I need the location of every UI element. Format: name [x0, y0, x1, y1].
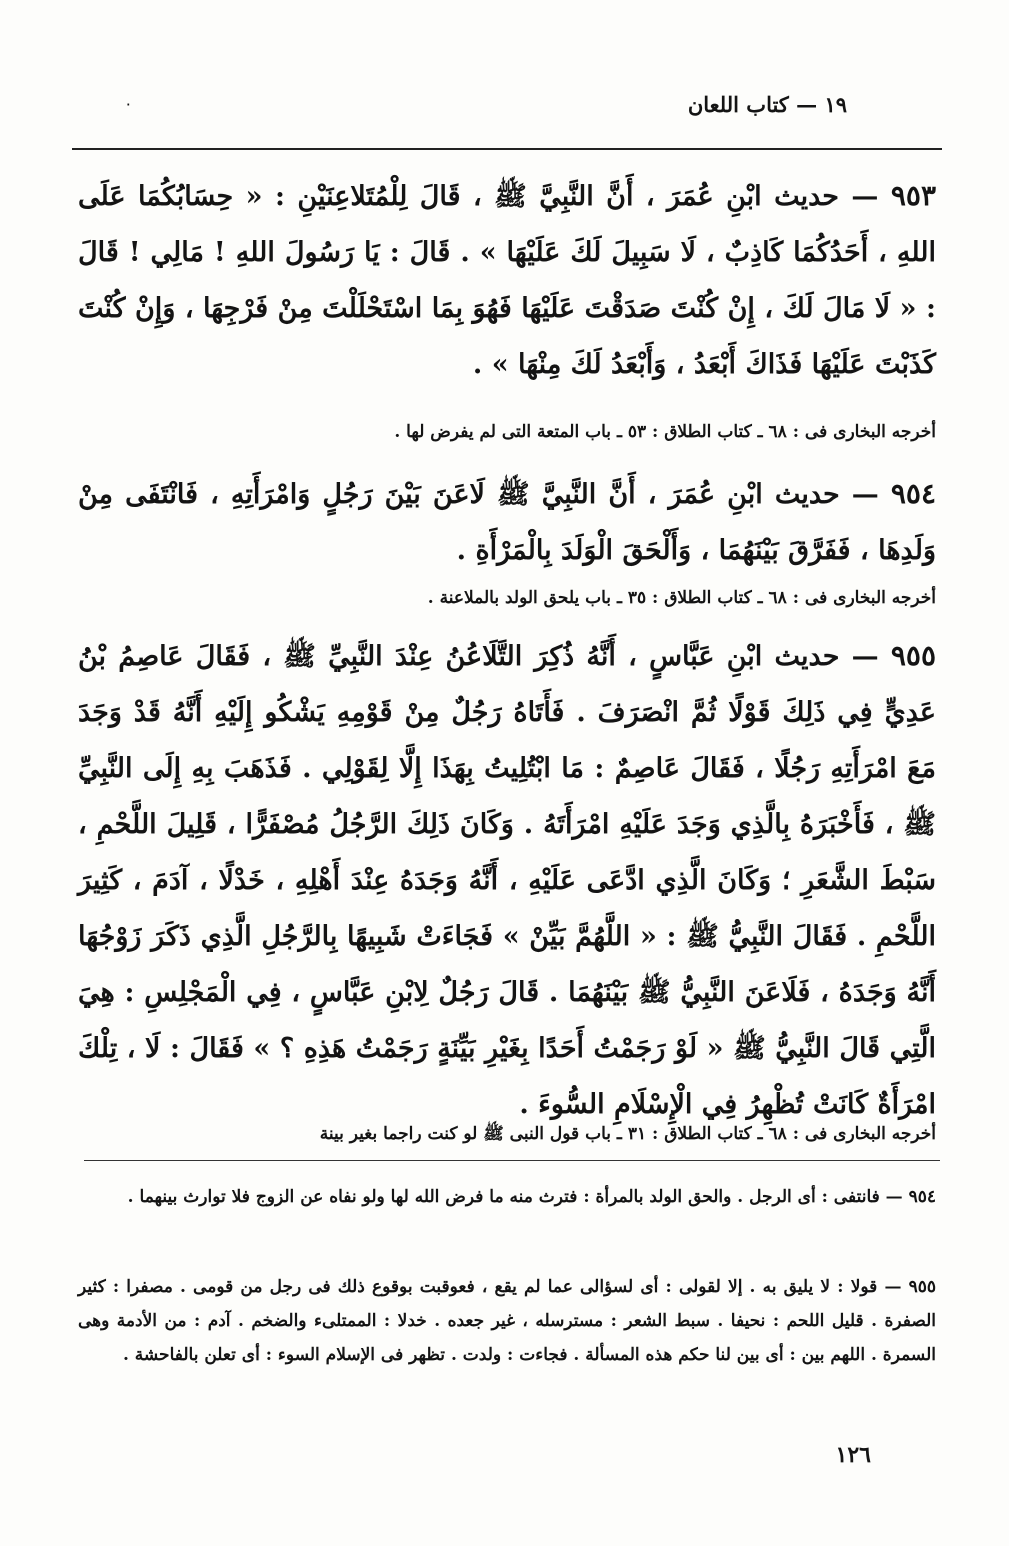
hadith-953: [78, 168, 936, 393]
hadith-number: ٩٥٣: [890, 179, 936, 212]
hadith-text: — حديث ابْنِ عَبَّاسٍ ، أَنَّهُ ذُكِرَ التَّلَاعُنُ عِنْدَ النَّبِيِّ ﷺ ، فَقَالَ عَاصِمُ بْنُ عَدِيٍّ فِي ذَلِكَ قَوْلًا ثُمَّ انْصَرَفَ . فَأَتَاهُ رَجُلٌ مِنْ قَوْمِهِ يَشْكُو إِلَيْهِ أَنَّهُ قَدْ وَجَدَ مَعَ امْرَأَتِهِ رَجُلًا ، فَقَالَ عَاصِمٌ : مَا ابْتُلِيتُ بِهَذَا إِلَّا لِقَوْلِي . فَذَهَبَ بِهِ إِلَى النَّبِيِّ ﷺ ، فَأَخْبَرَهُ بِالَّذِي وَجَدَ عَلَيْهِ امْرَأَتَهُ . وَكَانَ ذَلِكَ الرَّجُلُ مُصْفَرًّا ، قَلِيلَ اللَّحْمِ ، سَبْطَ الشَّعَرِ ؛ وَكَانَ الَّذِي ادَّعَى عَلَيْهِ ، أَنَّهُ وَجَدَهُ عِنْدَ أَهْلِهِ ، خَدْلًا ، آدَمَ ، كَثِيرَ اللَّحْمِ . فَقَالَ النَّبِيُّ ﷺ : « اللَّهُمَّ بَيِّنْ » فَجَاءَتْ شَبِيهًا بِالرَّجُلِ الَّذِي ذَكَرَ زَوْجُهَا أَنَّهُ وَجَدَهُ ، فَلَاعَنَ النَّبِيُّ ﷺ بَيْنَهُمَا . قَالَ رَجُلٌ لِابْنِ عَبَّاسٍ ، فِي الْمَجْلِسِ : هِيَ الَّتِي قَالَ النَّبِيُّ ﷺ « لَوْ رَجَمْتُ أَحَدًا بِغَيْرِ بَيِّنَةٍ رَجَمْتُ هَذِهِ ؟ » فَقَالَ : لَا ، تِلْكَ امْرَأَةٌ كَانَتْ تُظْهِرُ فِي الْإِسْلَامِ السُّوءَ .: [78, 641, 936, 1120]
hadith-955: [78, 628, 936, 1133]
hadith-source: أخرجه البخارى فى : ٦٨ ـ كتاب الطلاق : ٣٥ ـ باب يلحق الولد بالملاعنة .: [427, 588, 936, 608]
chapter-number: ١٩: [824, 92, 847, 117]
header-rule: [72, 148, 942, 150]
hadith-text: — حديث ابْنِ عُمَرَ ، أَنَّ النَّبِيَّ ﷺ لَاعَنَ بَيْنَ رَجُلٍ وَامْرَأَتِهِ ، فَانْتَفَى مِنْ وَلَدِهَا ، فَفَرَّقَ بَيْنَهُمَا ، وَأَلْحَقَ الْوَلَدَ بِالْمَرْأَةِ .: [78, 479, 936, 566]
footnote-text: — فانتفى : أى الرجل . والحق الولد بالمرأة : فترث منه ما فرض الله لها ولو نفاه عن الزوج فلا توارث بينهما .: [127, 1187, 903, 1207]
footnote-954: [78, 1180, 936, 1214]
hadith-source: أخرجه البخارى فى : ٦٨ ـ كتاب الطلاق : ٣١ ـ باب قول النبى ﷺ لو كنت راجما بغير بينة: [319, 1124, 936, 1144]
chapter-title: كتاب اللعان: [687, 92, 789, 117]
footnote-rule: [84, 1160, 940, 1161]
page-number: ١٢٦: [835, 1442, 871, 1468]
hadith-source: أخرجه البخارى فى : ٦٨ ـ كتاب الطلاق : ٥٣ ـ باب المتعة التى لم يفرض لها .: [394, 422, 936, 442]
footnote-number: ٩٥٥: [908, 1277, 937, 1297]
hadith-954: [78, 466, 936, 579]
footnote-text: — قولا : لا يليق به . إلا لقولى : أى لسؤالى عما لم يقع ، فعوقبت بوقوع ذلك فى رجل من قومى . مصفرا : كثير الصفرة . قليل اللحم : نحيفا . سبط الشعر : مسترسله ، غير جعده . خدلا : الممتلىء والضخم . آدم : من الأدمة وهى السمرة . اللهم بين : أى بين لنا حكم هذه المسألة . فجاءت : ولدت . تظهر فى الإسلام السوء : أى تعلن بالفاحشة .: [78, 1277, 936, 1365]
hadith-number: ٩٥٥: [890, 639, 936, 672]
header-mark: ٠: [124, 94, 133, 113]
hadith-text: — حديث ابْنِ عُمَرَ ، أَنَّ النَّبِيَّ ﷺ ، قَالَ لِلْمُتَلاعِنَيْنِ : « حِسَابُكُمَا عَلَى اللهِ ، أَحَدُكُمَا كَاذِبٌ ، لَا سَبِيلَ لَكَ عَلَيْهَا » . قَالَ : يَا رَسُولَ اللهِ ! مَالِي ! قَالَ : « لَا مَالَ لَكَ ، إِنْ كُنْتَ صَدَقْتَ عَلَيْهَا فَهُوَ بِمَا اسْتَحْلَلْتَ مِنْ فَرْجِهَا ، وَإِنْ كُنْتَ كَذَبْتَ عَلَيْهَا فَذَاكَ أَبْعَدُ ، وَأَبْعَدُ لَكَ مِنْهَا » .: [78, 181, 936, 380]
header-dash: —: [796, 92, 818, 117]
footnote-number: ٩٥٤: [908, 1187, 936, 1207]
hadith-number: ٩٥٤: [890, 477, 936, 510]
footnote-955: [78, 1270, 936, 1372]
running-header: [688, 92, 847, 117]
